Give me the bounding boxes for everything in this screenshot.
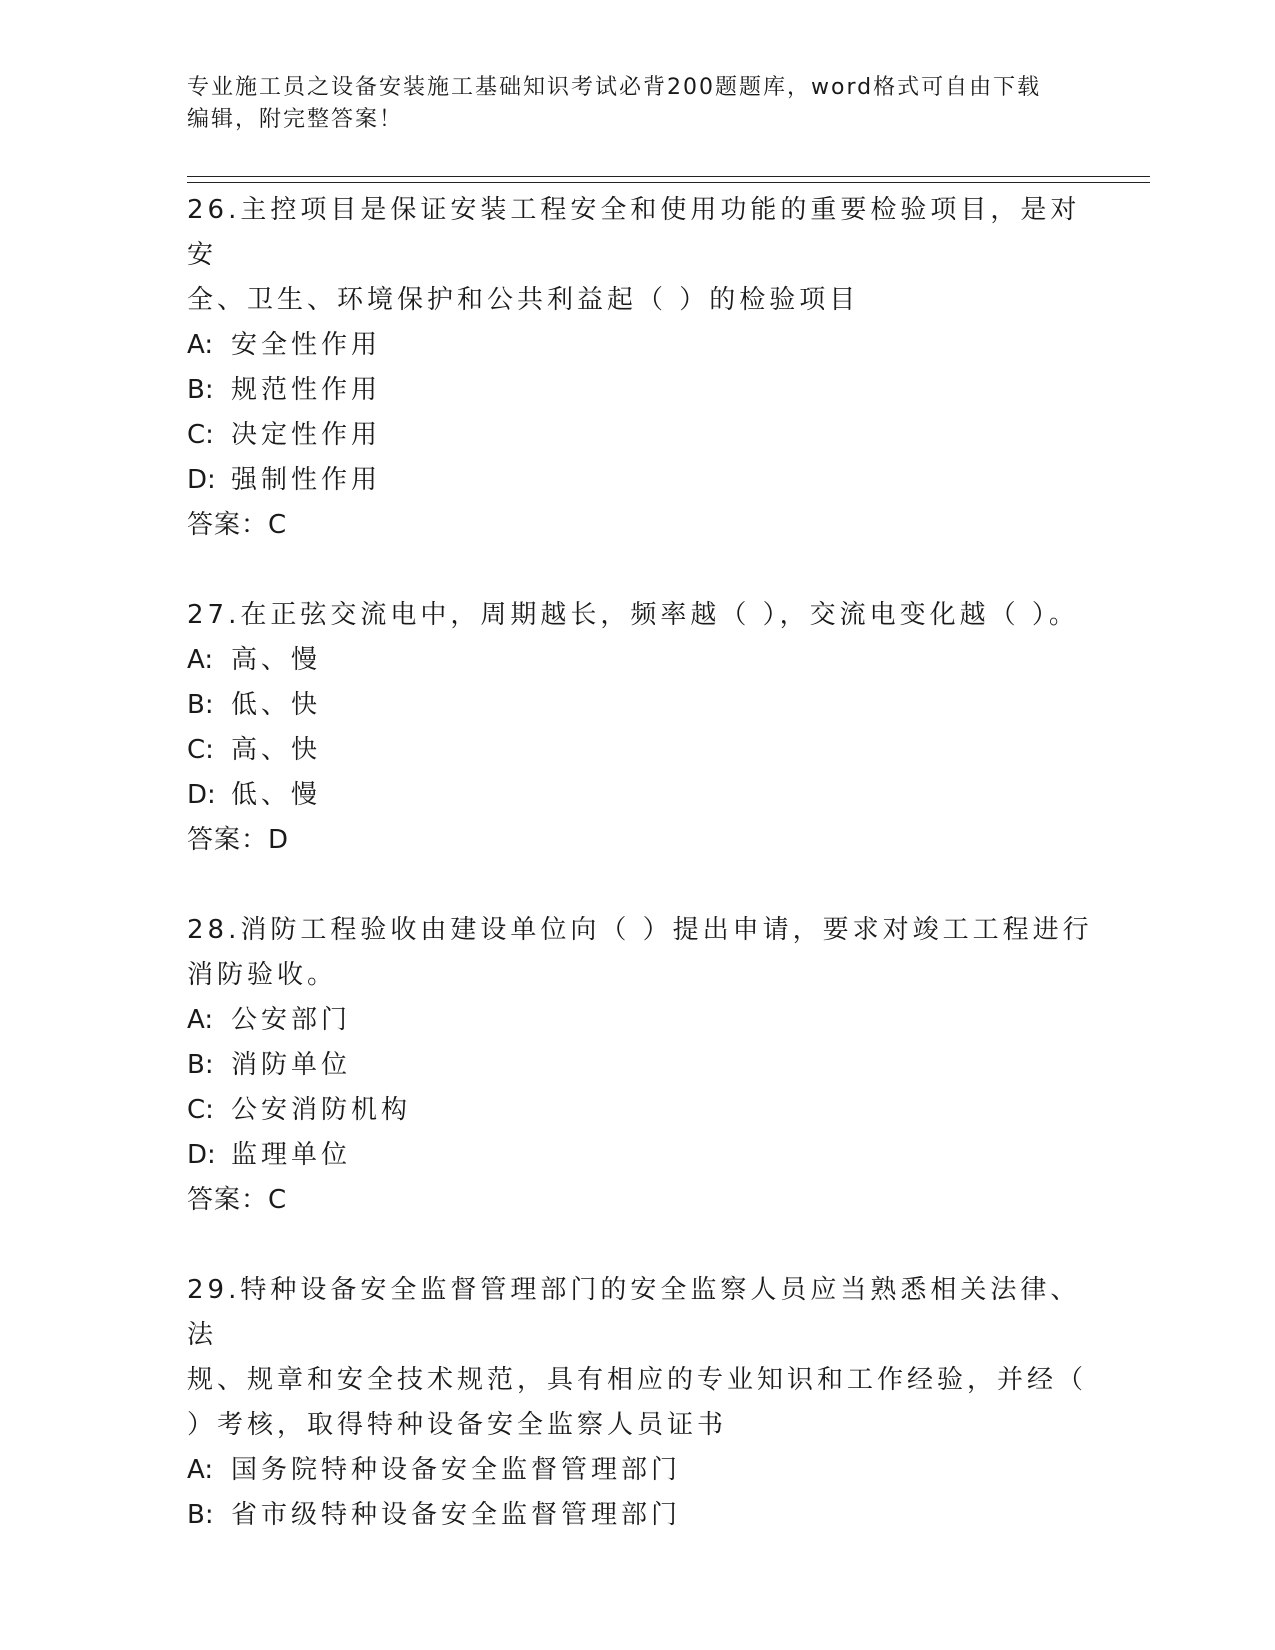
- option-d: [187, 458, 1107, 503]
- option-b: [187, 683, 1107, 728]
- question-text-line: 28.消防工程验收由建设单位向（ ）提出申请，要求对竣工工程进行: [187, 915, 1093, 945]
- option-letter: A:: [187, 645, 214, 675]
- option-letter: B:: [187, 375, 214, 405]
- option-text: 公安消防机构: [231, 1095, 412, 1125]
- option-b: [187, 1493, 1107, 1538]
- question-text-line: 26.主控项目是保证安装工程安全和使用功能的重要检验项目，是对安: [187, 195, 1081, 270]
- option-a: [187, 998, 1107, 1043]
- option-d: [187, 773, 1107, 818]
- option-a: [187, 638, 1107, 683]
- option-letter: B:: [187, 690, 214, 720]
- option-a: [187, 1448, 1107, 1493]
- option-letter: A:: [187, 1455, 214, 1485]
- option-c: [187, 413, 1107, 458]
- question-29: [187, 1268, 1107, 1538]
- answer: 答案：C: [187, 510, 288, 540]
- option-letter: B:: [187, 1500, 214, 1530]
- header-divider-top: [187, 176, 1150, 177]
- option-b: [187, 1043, 1107, 1088]
- option-letter: C:: [187, 735, 214, 765]
- option-a: [187, 323, 1107, 368]
- question-text-line: 规、规章和安全技术规范，具有相应的专业知识和工作经验，并经（: [187, 1365, 1088, 1395]
- option-b: [187, 368, 1107, 413]
- option-letter: A:: [187, 330, 214, 360]
- option-letter: D:: [187, 1140, 216, 1170]
- option-text: 规范性作用: [231, 375, 382, 405]
- option-letter: A:: [187, 1005, 214, 1035]
- option-letter: D:: [187, 780, 216, 810]
- answer: 答案：D: [187, 825, 290, 855]
- option-text: 低、快: [231, 690, 322, 720]
- answer: 答案：C: [187, 1185, 288, 1215]
- question-text-line: ）考核，取得特种设备安全监察人员证书: [187, 1410, 728, 1440]
- option-letter: C:: [187, 1095, 214, 1125]
- option-text: 安全性作用: [231, 330, 382, 360]
- header-line-2: 编辑，附完整答案！: [187, 107, 404, 132]
- option-c: [187, 1088, 1107, 1133]
- option-letter: D:: [187, 465, 216, 495]
- option-c: [187, 728, 1107, 773]
- option-text: 公安部门: [231, 1005, 352, 1035]
- question-text-line: 29.特种设备安全监督管理部门的安全监察人员应当熟悉相关法律、法: [187, 1275, 1081, 1350]
- option-text: 高、快: [231, 735, 322, 765]
- option-d: [187, 1133, 1107, 1178]
- option-text: 监理单位: [231, 1140, 352, 1170]
- option-letter: B:: [187, 1050, 214, 1080]
- option-text: 低、慢: [231, 780, 322, 810]
- question-27: [187, 593, 1107, 863]
- question-text-line: 27.在正弦交流电中，周期越长，频率越（ ），交流电变化越（ ）。: [187, 600, 1079, 630]
- option-text: 省市级特种设备安全监督管理部门: [231, 1500, 682, 1530]
- option-text: 消防单位: [231, 1050, 352, 1080]
- question-28: [187, 908, 1107, 1223]
- option-text: 国务院特种设备安全监督管理部门: [231, 1455, 682, 1485]
- header-divider-bottom: [187, 182, 1150, 183]
- question-26: [187, 188, 1107, 548]
- question-list: [187, 188, 1107, 1583]
- header-line-1: 专业施工员之设备安装施工基础知识考试必背200题题库，word格式可自由下载: [187, 75, 1042, 100]
- question-text-line: 消防验收。: [187, 960, 338, 990]
- option-text: 强制性作用: [231, 465, 382, 495]
- option-letter: C:: [187, 420, 214, 450]
- document-header: [187, 72, 1067, 136]
- option-text: 决定性作用: [231, 420, 382, 450]
- option-text: 高、慢: [231, 645, 322, 675]
- question-text-line: 全、卫生、环境保护和公共利益起（ ）的检验项目: [187, 285, 860, 315]
